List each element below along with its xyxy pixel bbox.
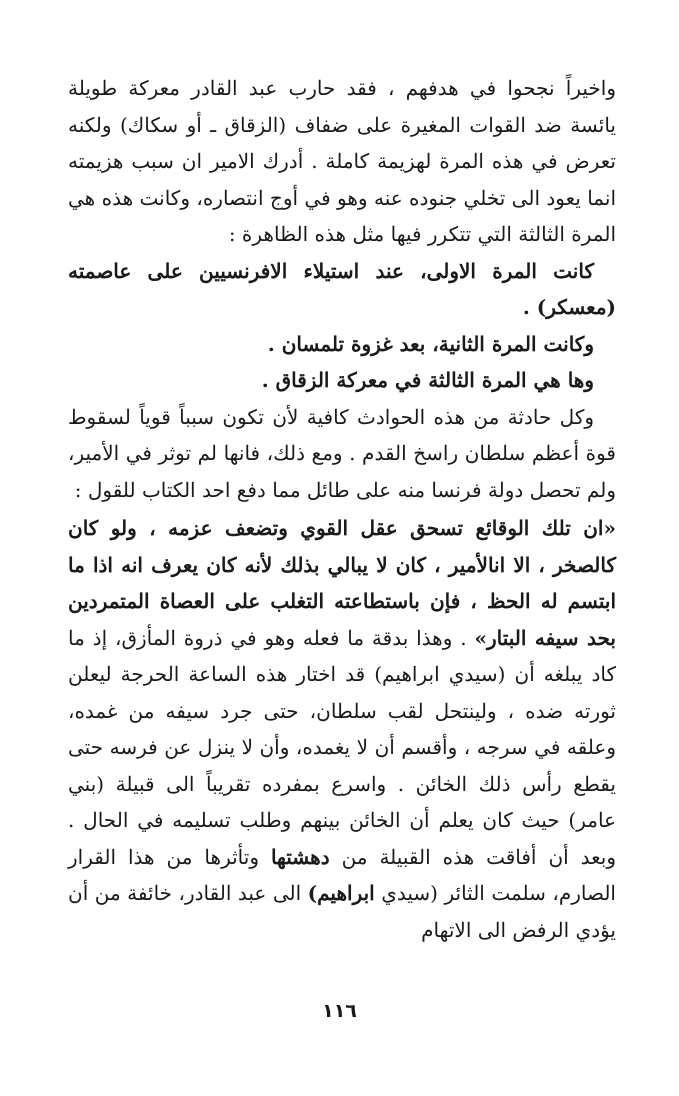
paragraph-2: كانت المرة الاولى، عند استيلاء الافرنسيين على عاصمته (معسكر) . [68,258,616,319]
quotation-text: «ان تلك الوقائع تسحق عقل القوي وتضعف عزمه ، ولو كان كالصخر ، الا انالأمير ، كان لا يبالي بذلك لأنه كان يعرف انه اذا ما ابتسم له الحظ ، فإن باستطاعته التغلب على العصاة المتمردين بحد سيفه البتار» [68,516,616,650]
paragraph-1: واخيراً نجحوا في هدفهم ، فقد حارب عبد القادر معركة طويلة يائسة ضد القوات المغيرة على ضفاف (الزقاق ـ أو سكاك) ولكنه تعرض في هذه المرة لهزيمة كاملة . أدرك الامير ان سبب هزيمته انما يعود الى تخلي جنوده عنه وهو في أوج انتصاره، وكانت هذه هي المرة الثالثة التي تتكرر فيها مثل هذه الظاهرة : [68,76,616,246]
paragraph-6 [68,510,616,948]
paragraph-6-text-c: الى عبد القادر، خائفة من أن يؤدي الرفض الى الاتهام [68,881,616,942]
paragraph-5: وكل حادثة من هذه الحوادث كافية لأن تكون سبباً قوياً لسقوط قوة أعظم سلطان راسخ القدم . ومع ذلك، فانها لم توثر في الأمير، ولم تحصل دولة فرنسا منه على طائل مما دفع احد الكتاب للقول : [68,404,616,502]
bold-word-dahshatiha: دهشتها [270,844,330,869]
page-number: ١١٦ [322,1000,357,1022]
paragraph-6-text-a: . وهذا بدقة ما فعله وهو في ذروة المأزق، إذ ما كاد يبلغه أن (سيدي ابراهيم) قد اختار هذه الساعة الحرجة ليعلن ثورته ضده ، ولينتحل لقب سلطان، حتى جرد سيفه من غمده، وعلقه في سرجه ، وأقسم أن لا يغمده، وأن لا ينزل عن فرسه حتى يقطع رأس ذلك الخائن . واسرع بمفرده تقريباً الى قبيلة (بني عامر) حيث كان يعلم أن الخائن بينهم وطلب تسليمه في الحال . وبعد أن أفاقت هذه القبيلة من [68,625,617,869]
bold-word-ibrahim: ابراهيم) [307,881,375,905]
page-text-body [68,70,616,948]
paragraph-3: وكانت المرة الثانية، بعد غزوة تلمسان . [267,331,594,356]
paragraph-6-text-b: وتأثرها من هذا القرار الصارم، سلمت الثائر (سيدي [68,844,616,905]
paragraph-4: وها هي المرة الثالثة في معركة الزقاق . [261,368,594,392]
